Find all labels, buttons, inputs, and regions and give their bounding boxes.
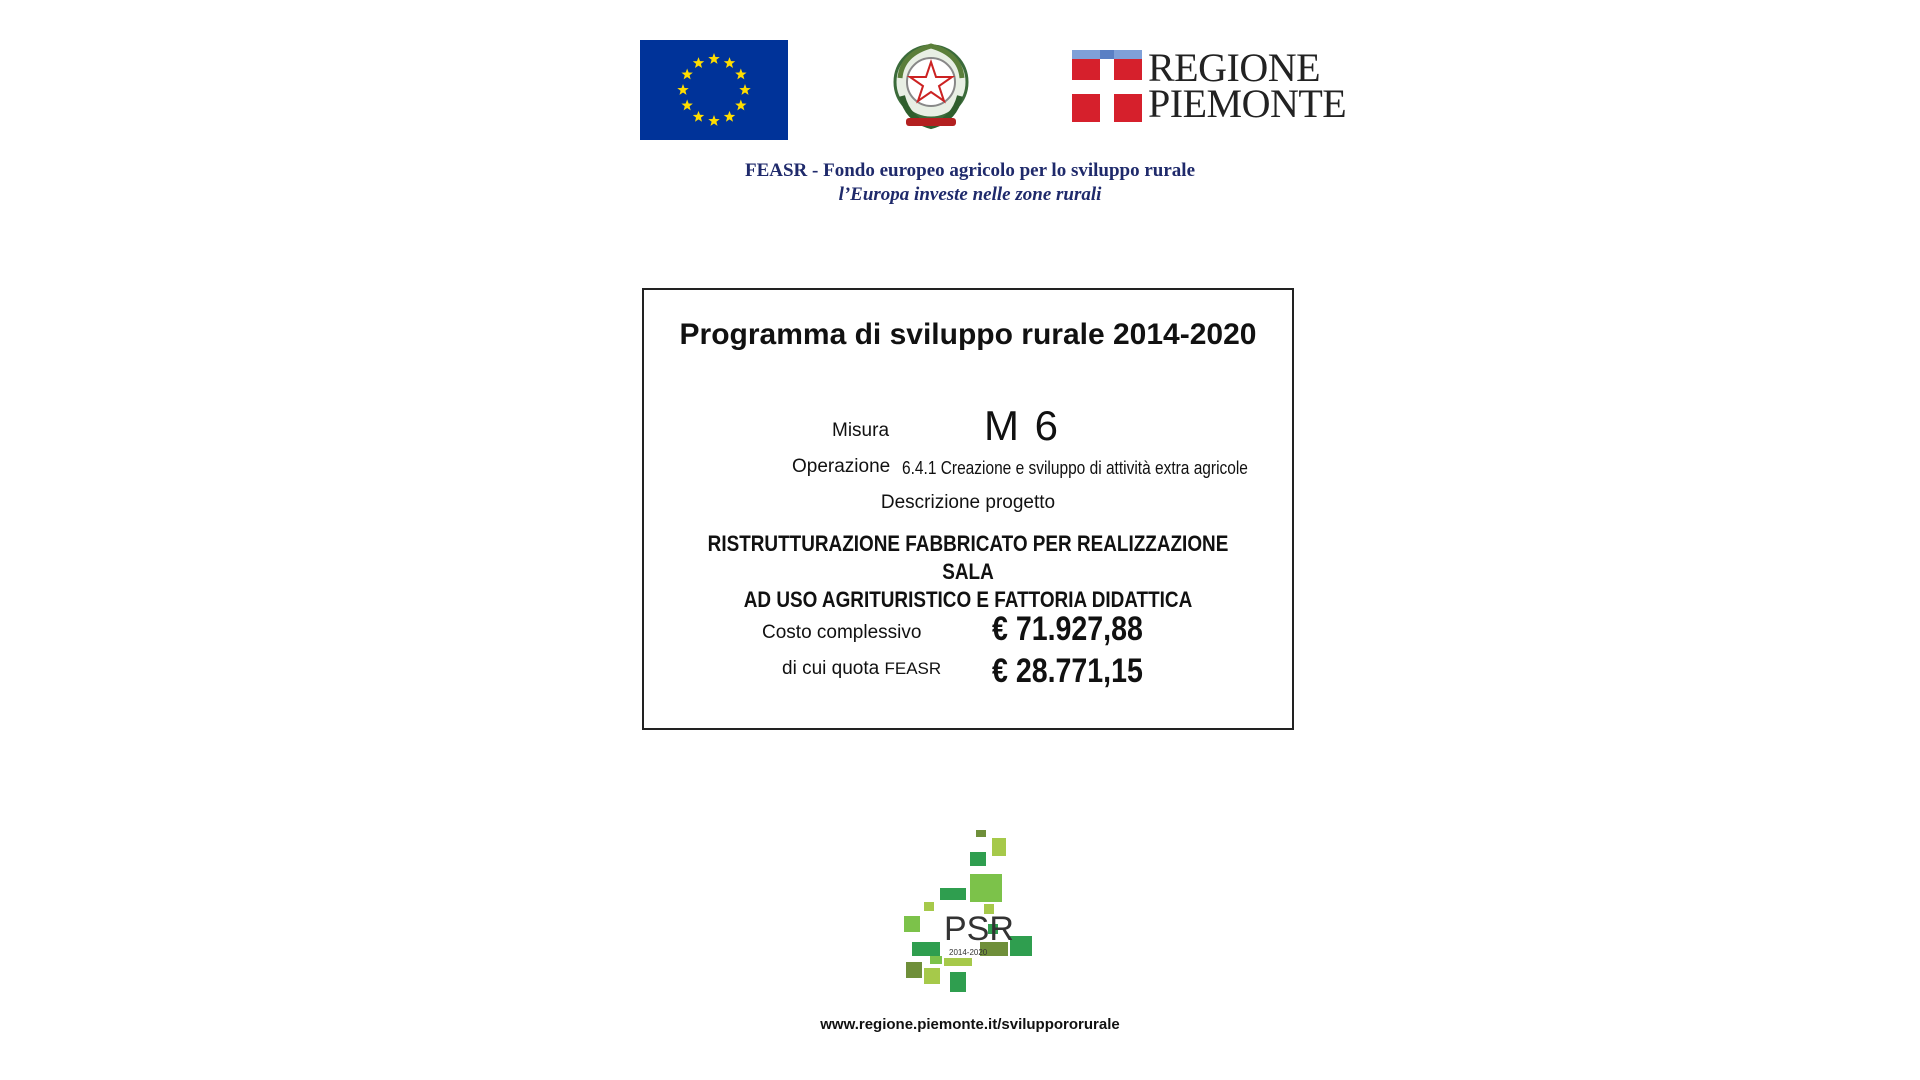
eu-flag-icon <box>640 40 788 140</box>
quota-value: € 28.771,15 <box>992 652 1143 690</box>
website-link[interactable]: www.regione.piemonte.it/sviluppororurale <box>820 1016 1120 1033</box>
program-title: Programma di sviluppo rurale 2014-2020 <box>679 318 1257 351</box>
regione-piemonte-cross-icon <box>1072 50 1142 122</box>
costo-label: Costo complessivo <box>762 622 922 643</box>
italian-republic-emblem-icon <box>888 38 974 134</box>
feasr-heading: FEASR - Fondo europeo agricolo per lo sviluppo rurale <box>744 160 1196 181</box>
operazione-label: Operazione <box>792 456 891 477</box>
psr-logo-text: PSR <box>944 910 1014 948</box>
descrizione-label: Descrizione progetto <box>880 492 1056 513</box>
psr-logo-years: 2014-2020 <box>949 948 988 957</box>
quota-label <box>782 658 941 680</box>
regione-piemonte-logo <box>1072 45 1347 126</box>
project-title-line2: AD USO AGRITURISTICO E FATTORIA DIDATTICA <box>743 587 1193 612</box>
project-title-line1: RISTRUTTURAZIONE FABBRICATO PER REALIZZAZIONE SALA <box>707 531 1229 584</box>
project-info-box <box>642 288 1294 730</box>
quota-label-feasr: FEASR <box>884 659 942 678</box>
feasr-tagline: l’Europa investe nelle zone rurali <box>838 184 1102 205</box>
costo-value: € 71.927,88 <box>992 610 1143 648</box>
operazione-value: 6.4.1 Creazione e sviluppo di attività extra agricole <box>902 458 1248 478</box>
project-title <box>644 530 1292 614</box>
misura-label: Misura <box>832 420 890 441</box>
regione-name-line2: PIEMONTE <box>1148 81 1347 126</box>
regione-name-line1: REGIONE <box>1148 45 1321 90</box>
misura-value: M 6 <box>984 402 1061 449</box>
quota-label-text: di cui quota <box>782 658 880 679</box>
